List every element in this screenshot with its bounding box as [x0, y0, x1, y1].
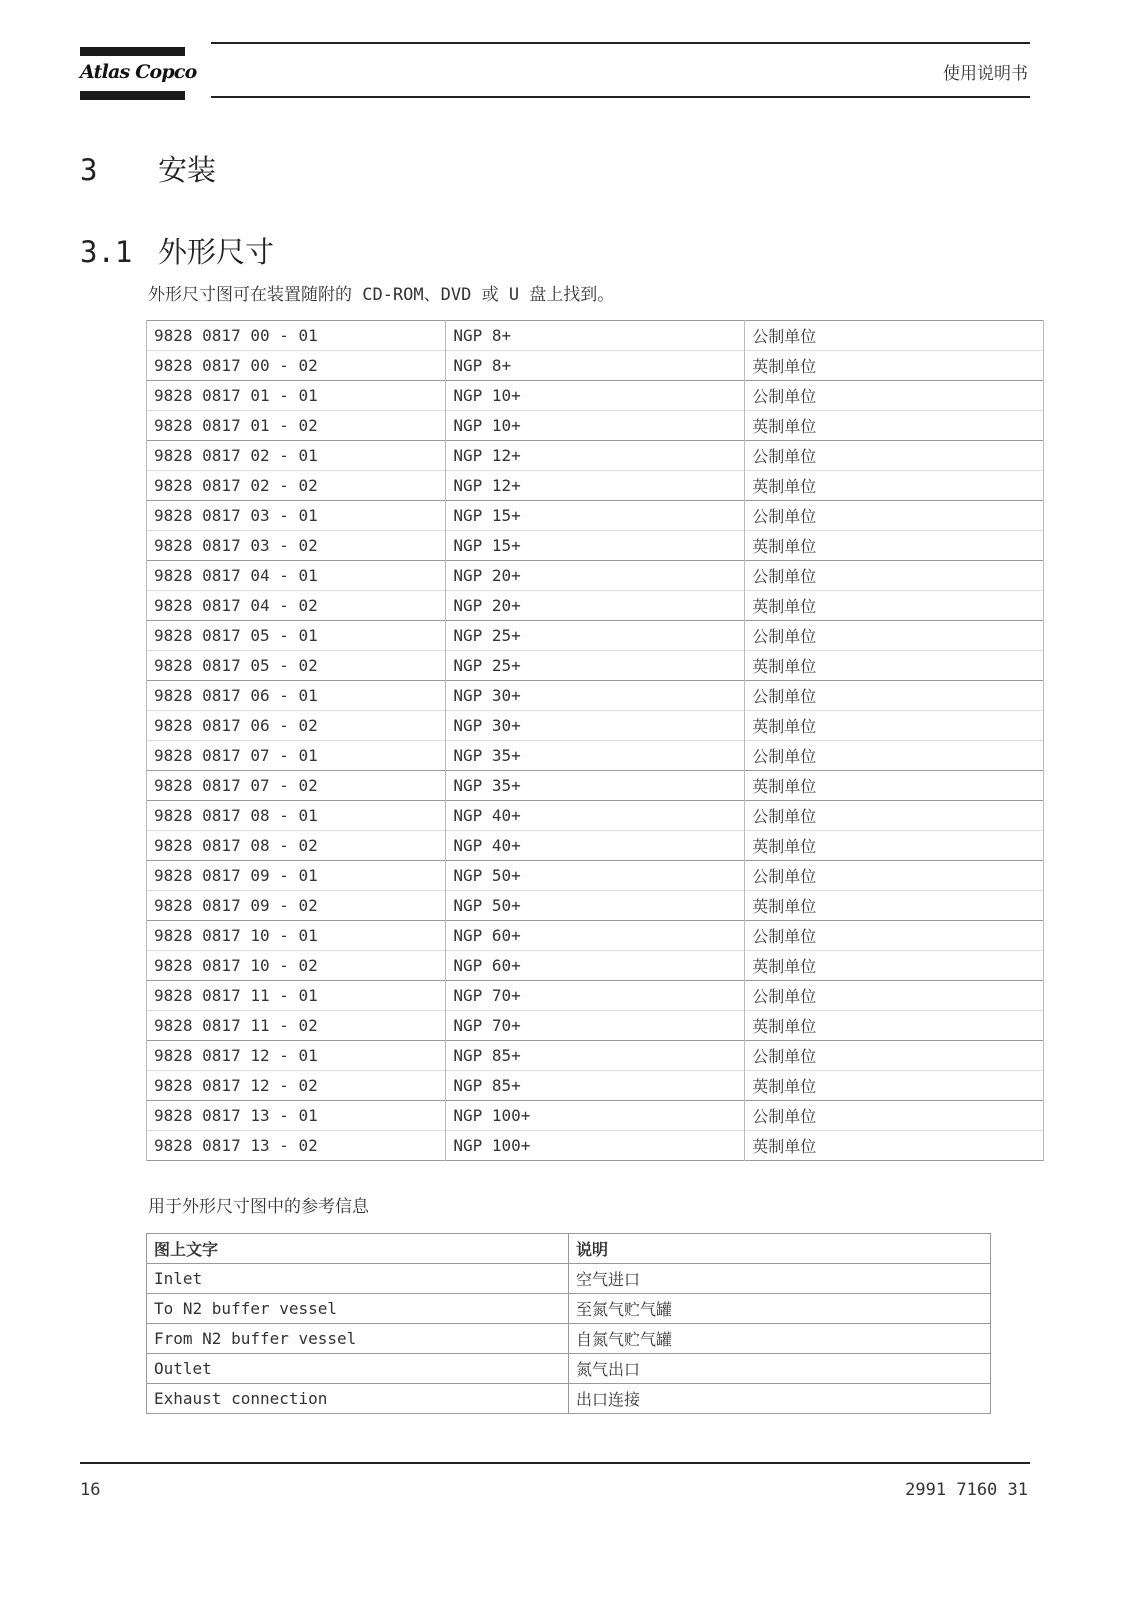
- description-cell: 至氮气贮气罐: [569, 1294, 991, 1324]
- drawing-text-cell: Outlet: [147, 1354, 569, 1384]
- drawing-text-cell: To N2 buffer vessel: [147, 1294, 569, 1324]
- table-row: [147, 651, 1044, 681]
- table-row: [147, 1011, 1044, 1041]
- table-row: [147, 771, 1044, 801]
- subsection-intro: 外形尺寸图可在装置随附的 CD-ROM、DVD 或 U 盘上找到。: [148, 285, 615, 305]
- drawing-number-cell: 9828 0817 01 - 01: [147, 381, 446, 411]
- table-row: [147, 411, 1044, 441]
- drawing-number-cell: 9828 0817 09 - 02: [147, 891, 446, 921]
- drawing-number-cell: 9828 0817 07 - 02: [147, 771, 446, 801]
- logo-top-bar: [80, 47, 185, 56]
- table-row: [147, 1384, 991, 1414]
- table-row: [147, 741, 1044, 771]
- unit-system-cell: 英制单位: [745, 531, 1044, 561]
- model-cell: NGP 50+: [446, 891, 745, 921]
- unit-system-cell: 英制单位: [745, 951, 1044, 981]
- drawing-number-cell: 9828 0817 02 - 02: [147, 471, 446, 501]
- model-cell: NGP 30+: [446, 711, 745, 741]
- table-row: [147, 531, 1044, 561]
- subsection-title: 外形尺寸: [158, 235, 275, 269]
- unit-system-cell: 公制单位: [745, 861, 1044, 891]
- description-cell: 自氮气贮气罐: [569, 1324, 991, 1354]
- model-cell: NGP 10+: [446, 411, 745, 441]
- reference-table: [146, 1233, 991, 1414]
- table-row: [147, 711, 1044, 741]
- unit-system-cell: 公制单位: [745, 981, 1044, 1011]
- drawing-number-cell: 9828 0817 13 - 02: [147, 1131, 446, 1161]
- subsection-number: 3.1: [80, 235, 133, 269]
- drawing-number-cell: 9828 0817 06 - 02: [147, 711, 446, 741]
- table-row: [147, 621, 1044, 651]
- table-row: [147, 801, 1044, 831]
- model-cell: NGP 25+: [446, 651, 745, 681]
- model-cell: NGP 8+: [446, 351, 745, 381]
- unit-system-cell: 英制单位: [745, 1131, 1044, 1161]
- unit-system-cell: 公制单位: [745, 381, 1044, 411]
- table-row: [147, 921, 1044, 951]
- unit-system-cell: 公制单位: [745, 561, 1044, 591]
- unit-system-cell: 公制单位: [745, 441, 1044, 471]
- model-cell: NGP 12+: [446, 441, 745, 471]
- drawing-number-cell: 9828 0817 01 - 02: [147, 411, 446, 441]
- logo-bottom-bar: [80, 91, 185, 100]
- column-header: 说明: [569, 1234, 991, 1264]
- unit-system-cell: 公制单位: [745, 1101, 1044, 1131]
- table-row: [147, 1131, 1044, 1161]
- model-cell: NGP 35+: [446, 771, 745, 801]
- model-cell: NGP 35+: [446, 741, 745, 771]
- section-title: 安装: [158, 153, 217, 187]
- drawing-number-cell: 9828 0817 04 - 02: [147, 591, 446, 621]
- page-number: 16: [80, 1480, 101, 1500]
- unit-system-cell: 英制单位: [745, 651, 1044, 681]
- footer-rule: [80, 1462, 1030, 1464]
- table-row: [147, 831, 1044, 861]
- table-row: [147, 981, 1044, 1011]
- drawing-number-cell: 9828 0817 06 - 01: [147, 681, 446, 711]
- table-row: [147, 861, 1044, 891]
- drawing-number-cell: 9828 0817 04 - 01: [147, 561, 446, 591]
- model-cell: NGP 15+: [446, 501, 745, 531]
- table-row: [147, 1041, 1044, 1071]
- drawing-number-cell: 9828 0817 11 - 01: [147, 981, 446, 1011]
- section-heading: [80, 148, 216, 189]
- model-cell: NGP 40+: [446, 831, 745, 861]
- table-row: [147, 501, 1044, 531]
- unit-system-cell: 公制单位: [745, 681, 1044, 711]
- table-row: [147, 381, 1044, 411]
- model-cell: NGP 25+: [446, 621, 745, 651]
- unit-system-cell: 英制单位: [745, 711, 1044, 741]
- unit-system-cell: 公制单位: [745, 741, 1044, 771]
- section-number: 3: [80, 153, 98, 187]
- drawing-number-cell: 9828 0817 03 - 01: [147, 501, 446, 531]
- unit-system-cell: 英制单位: [745, 1011, 1044, 1041]
- drawing-number-cell: 9828 0817 10 - 02: [147, 951, 446, 981]
- model-cell: NGP 20+: [446, 591, 745, 621]
- logo-wordmark: Atlas Copco: [80, 61, 197, 83]
- drawing-number-cell: 9828 0817 09 - 01: [147, 861, 446, 891]
- table-row: [147, 1264, 991, 1294]
- model-cell: NGP 12+: [446, 471, 745, 501]
- table-row: [147, 441, 1044, 471]
- unit-system-cell: 公制单位: [745, 1041, 1044, 1071]
- model-cell: NGP 8+: [446, 321, 745, 351]
- unit-system-cell: 公制单位: [745, 621, 1044, 651]
- table-row: [147, 1101, 1044, 1131]
- unit-system-cell: 英制单位: [745, 771, 1044, 801]
- model-cell: NGP 40+: [446, 801, 745, 831]
- model-cell: NGP 10+: [446, 381, 745, 411]
- dimension-drawings-table: [146, 320, 1044, 1161]
- drawing-number-cell: 9828 0817 11 - 02: [147, 1011, 446, 1041]
- table-row: [147, 471, 1044, 501]
- unit-system-cell: 公制单位: [745, 321, 1044, 351]
- model-cell: NGP 85+: [446, 1071, 745, 1101]
- model-cell: NGP 70+: [446, 1011, 745, 1041]
- drawing-number-cell: 9828 0817 12 - 01: [147, 1041, 446, 1071]
- drawing-number-cell: 9828 0817 08 - 02: [147, 831, 446, 861]
- table-row: [147, 891, 1044, 921]
- model-cell: NGP 70+: [446, 981, 745, 1011]
- drawing-number-cell: 9828 0817 07 - 01: [147, 741, 446, 771]
- model-cell: NGP 20+: [446, 561, 745, 591]
- drawing-number-cell: 9828 0817 05 - 02: [147, 651, 446, 681]
- model-cell: NGP 60+: [446, 921, 745, 951]
- unit-system-cell: 英制单位: [745, 351, 1044, 381]
- column-header: 图上文字: [147, 1234, 569, 1264]
- unit-system-cell: 英制单位: [745, 1071, 1044, 1101]
- drawing-number-cell: 9828 0817 13 - 01: [147, 1101, 446, 1131]
- drawing-number-cell: 9828 0817 08 - 01: [147, 801, 446, 831]
- model-cell: NGP 85+: [446, 1041, 745, 1071]
- unit-system-cell: 英制单位: [745, 831, 1044, 861]
- drawing-text-cell: From N2 buffer vessel: [147, 1324, 569, 1354]
- drawing-text-cell: Exhaust connection: [147, 1384, 569, 1414]
- header-rule-bottom: [211, 96, 1030, 98]
- drawing-number-cell: 9828 0817 02 - 01: [147, 441, 446, 471]
- document-type: 使用说明书: [943, 64, 1028, 84]
- drawing-number-cell: 9828 0817 00 - 01: [147, 321, 446, 351]
- table-row: [147, 681, 1044, 711]
- model-cell: NGP 50+: [446, 861, 745, 891]
- unit-system-cell: 公制单位: [745, 921, 1044, 951]
- table-row: [147, 1294, 991, 1324]
- document-number: 2991 7160 31: [905, 1480, 1028, 1500]
- model-cell: NGP 30+: [446, 681, 745, 711]
- description-cell: 氮气出口: [569, 1354, 991, 1384]
- table-row: [147, 351, 1044, 381]
- description-cell: 出口连接: [569, 1384, 991, 1414]
- unit-system-cell: 英制单位: [745, 411, 1044, 441]
- drawing-number-cell: 9828 0817 00 - 02: [147, 351, 446, 381]
- table-row: [147, 1354, 991, 1384]
- table-row: [147, 321, 1044, 351]
- table-header-row: [147, 1234, 991, 1264]
- drawing-number-cell: 9828 0817 03 - 02: [147, 531, 446, 561]
- unit-system-cell: 公制单位: [745, 501, 1044, 531]
- reference-intro: 用于外形尺寸图中的参考信息: [148, 1197, 369, 1217]
- model-cell: NGP 15+: [446, 531, 745, 561]
- model-cell: NGP 60+: [446, 951, 745, 981]
- drawing-number-cell: 9828 0817 05 - 01: [147, 621, 446, 651]
- model-cell: NGP 100+: [446, 1101, 745, 1131]
- drawing-number-cell: 9828 0817 10 - 01: [147, 921, 446, 951]
- atlas-copco-logo: [80, 47, 197, 101]
- drawing-number-cell: 9828 0817 12 - 02: [147, 1071, 446, 1101]
- unit-system-cell: 公制单位: [745, 801, 1044, 831]
- unit-system-cell: 英制单位: [745, 591, 1044, 621]
- table-row: [147, 1324, 991, 1354]
- header-rule-top: [211, 42, 1030, 44]
- description-cell: 空气进口: [569, 1264, 991, 1294]
- drawing-text-cell: Inlet: [147, 1264, 569, 1294]
- table-row: [147, 951, 1044, 981]
- unit-system-cell: 英制单位: [745, 471, 1044, 501]
- unit-system-cell: 英制单位: [745, 891, 1044, 921]
- table-row: [147, 561, 1044, 591]
- table-row: [147, 591, 1044, 621]
- subsection-heading: [80, 230, 274, 271]
- model-cell: NGP 100+: [446, 1131, 745, 1161]
- table-row: [147, 1071, 1044, 1101]
